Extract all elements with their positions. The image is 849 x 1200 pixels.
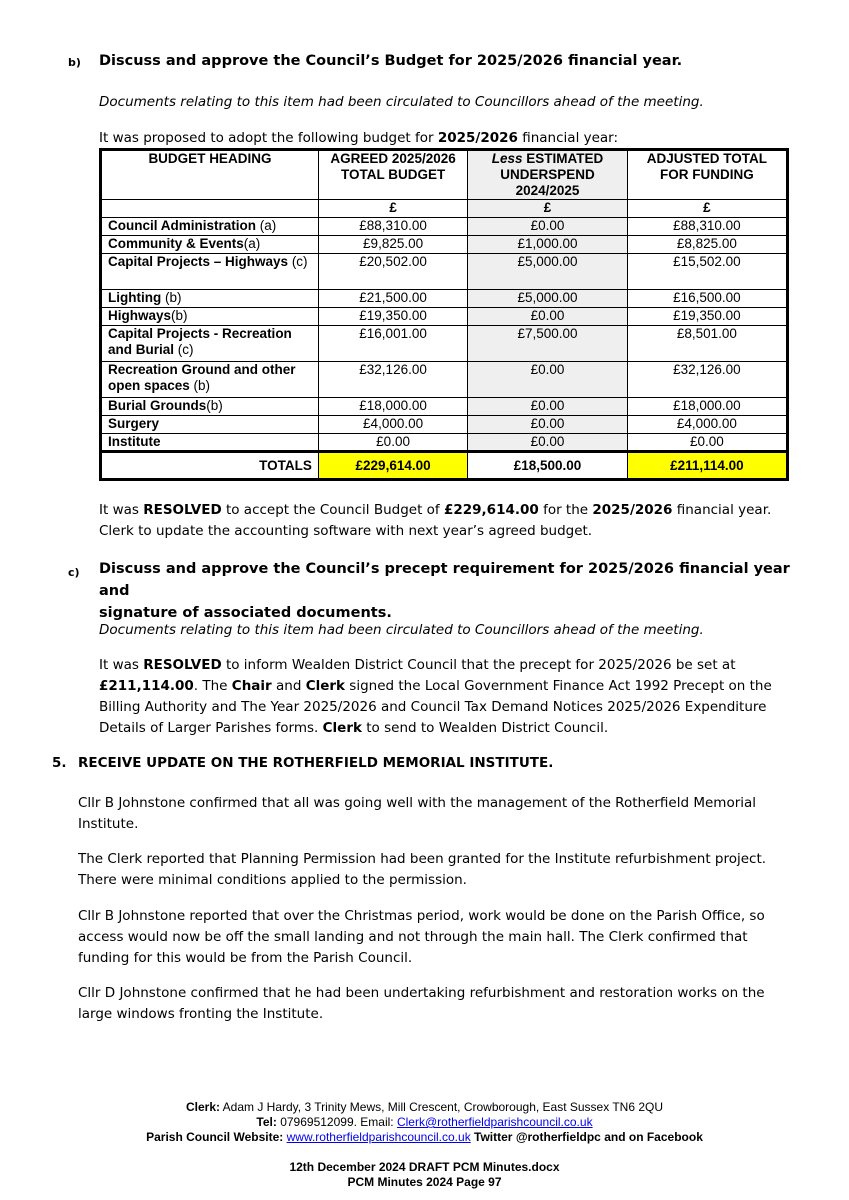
- currency-row: [101, 200, 788, 218]
- proposal-suffix: financial year:: [517, 130, 619, 146]
- row-label-note: (b): [189, 378, 211, 393]
- section5-paragraph-1: Cllr B Johnstone confirmed that all was going well with the management of the Rotherfield Memorial Institute.: [78, 795, 757, 832]
- header-underspend-less: Less: [491, 151, 523, 166]
- row-agreed: £9,825.00: [318, 236, 467, 254]
- footer-tel-text: 07969512099. Email:: [276, 1115, 397, 1129]
- budget-table-header-row: [101, 150, 788, 200]
- budget-year: 2025/2026: [592, 502, 673, 518]
- totals-agreed: £229,614.00: [318, 452, 467, 480]
- row-agreed: £20,502.00: [318, 254, 467, 290]
- footer-email-link[interactable]: Clerk@rotherfieldparishcouncil.co.uk: [396, 1115, 593, 1129]
- row-agreed: £21,500.00: [318, 290, 467, 308]
- header-budget-heading: BUDGET HEADING: [101, 150, 319, 200]
- row-underspend: £0.00: [468, 416, 627, 434]
- text: to send to Wealden District Council.: [361, 720, 609, 736]
- totals-adjusted: £211,114.00: [627, 452, 787, 480]
- totals-underspend: £18,500.00: [468, 452, 627, 480]
- row-adjusted: £4,000.00: [627, 416, 787, 434]
- item-b-resolution: [99, 500, 793, 542]
- text: to inform Wealden District Council that the precept for 2025/2026 be set at: [221, 657, 736, 673]
- totals-label: TOTALS: [101, 452, 319, 480]
- row-label: [101, 326, 319, 362]
- clerk-word: Clerk: [305, 678, 346, 694]
- row-label-note: (b): [161, 290, 182, 305]
- item-b-marker: b): [68, 56, 81, 69]
- row-underspend: £0.00: [468, 308, 627, 326]
- text: signed the Local Government Finance Act 1992 Precept on the Billing Authority and The Year 2025/2026 and Council Tax Demand Notices 2025/2026 Expenditure Details of Larger Parishes forms.: [99, 678, 772, 736]
- footer-doc-name: 12th December 2024 DRAFT PCM Minutes.docx: [289, 1160, 560, 1174]
- row-label-note: (c): [288, 254, 308, 269]
- clerk-word: Clerk: [322, 720, 362, 736]
- item-c-heading-line2: signature of associated documents.: [99, 605, 392, 621]
- row-label-note: (c): [174, 342, 194, 357]
- row-label-bold: Community & Events: [108, 236, 244, 251]
- currency-blank: [101, 200, 319, 218]
- text: . The: [193, 678, 232, 694]
- text: It was: [99, 657, 144, 673]
- row-adjusted: £8,825.00: [627, 236, 787, 254]
- footer-website-link[interactable]: www.rotherfieldparishcouncil.co.uk: [286, 1130, 471, 1144]
- row-label-bold: Council Administration: [108, 218, 256, 233]
- row-underspend: £0.00: [468, 362, 627, 398]
- row-label-bold: Burial Grounds: [108, 398, 207, 413]
- row-label: [101, 236, 319, 254]
- row-label: [101, 362, 319, 398]
- table-row: [101, 326, 788, 362]
- table-row: [101, 218, 788, 236]
- row-agreed: £4,000.00: [318, 416, 467, 434]
- item-c-resolution: [99, 655, 793, 739]
- row-adjusted: £8,501.00: [627, 326, 787, 362]
- row-underspend: £0.00: [468, 434, 627, 452]
- row-adjusted: £0.00: [627, 434, 787, 452]
- chair-word: Chair: [231, 678, 272, 694]
- totals-row: [101, 452, 788, 480]
- section5-paragraph-3: Cllr B Johnstone reported that over the Christmas period, work would be done on the Parish Office, so access would now be off the small landing and not through the main hall. The Clerk confirmed that funding for this would be from the Parish Council.: [78, 908, 765, 966]
- row-label: [101, 308, 319, 326]
- row-adjusted: £18,000.00: [627, 398, 787, 416]
- footer-clerk-address: Adam J Hardy, 3 Trinity Mews, Mill Crescent, Crowborough, East Sussex TN6 2QU: [219, 1100, 664, 1114]
- table-row: [101, 308, 788, 326]
- row-label-bold: Surgery: [108, 416, 160, 431]
- text: and: [271, 678, 306, 694]
- table-row: [101, 362, 788, 398]
- budget-table: [99, 148, 789, 481]
- row-adjusted: £15,502.00: [627, 254, 787, 290]
- row-label: [101, 416, 319, 434]
- footer-tel-line: [0, 1115, 849, 1130]
- text: It was: [99, 502, 144, 518]
- row-underspend: £7,500.00: [468, 326, 627, 362]
- row-label: [101, 218, 319, 236]
- row-label-bold: Lighting: [108, 290, 162, 305]
- footer-website-label: Parish Council Website:: [146, 1130, 284, 1144]
- currency-underspend: £: [468, 200, 627, 218]
- resolved-word: RESOLVED: [143, 502, 222, 518]
- row-label-bold: Institute: [108, 434, 161, 449]
- row-agreed: £19,350.00: [318, 308, 467, 326]
- row-label-bold: Highways: [108, 308, 172, 323]
- item-b-proposal: [99, 128, 618, 149]
- section5-title: RECEIVE UPDATE ON THE ROTHERFIELD MEMORIAL INSTITUTE.: [78, 755, 554, 771]
- section5-paragraph-4: Cllr D Johnstone confirmed that he had been undertaking refurbishment and restoration works on the large windows fronting the Institute.: [78, 985, 765, 1022]
- row-label: [101, 434, 319, 452]
- row-label: [101, 290, 319, 308]
- item-b-heading: Discuss and approve the Council’s Budget for 2025/2026 financial year.: [99, 53, 683, 69]
- footer-contact: [0, 1100, 849, 1145]
- precept-amount: £211,114.00: [99, 678, 194, 694]
- footer-page-label: PCM Minutes 2024 Page 97: [347, 1175, 502, 1189]
- row-agreed: £32,126.00: [318, 362, 467, 398]
- row-label: [101, 254, 319, 290]
- currency-adjusted: £: [627, 200, 787, 218]
- item-b-docs-note: Documents relating to this item had been circulated to Councillors ahead of the meeting.: [99, 94, 704, 110]
- section5-paragraph-2: The Clerk reported that Planning Permission had been granted for the Institute refurbishment project. There were minimal conditions applied to the permission.: [78, 851, 767, 888]
- row-label-note: (a): [243, 236, 261, 251]
- row-agreed: £18,000.00: [318, 398, 467, 416]
- row-label-note: (b): [171, 308, 188, 323]
- text: financial year. Clerk to update the accounting software with next year’s agreed budget.: [99, 502, 772, 539]
- row-adjusted: £16,500.00: [627, 290, 787, 308]
- item-c-heading: [99, 558, 819, 624]
- item-c-heading-line1: Discuss and approve the Council’s precept requirement for 2025/2026 financial year and: [99, 561, 790, 599]
- row-label-bold: Capital Projects - Recreation and Burial: [108, 326, 292, 357]
- proposal-prefix: It was proposed to adopt the following budget for: [99, 130, 438, 146]
- row-underspend: £5,000.00: [468, 290, 627, 308]
- row-underspend: £5,000.00: [468, 254, 627, 290]
- row-agreed: £0.00: [318, 434, 467, 452]
- row-adjusted: £32,126.00: [627, 362, 787, 398]
- footer-doc-info: [0, 1160, 849, 1190]
- row-underspend: £0.00: [468, 398, 627, 416]
- resolved-word: RESOLVED: [143, 657, 222, 673]
- table-row: [101, 290, 788, 308]
- table-row: [101, 416, 788, 434]
- table-row: [101, 254, 788, 290]
- item-c-marker: c): [68, 566, 80, 579]
- row-label-note: (b): [206, 398, 223, 413]
- footer-clerk-line: [0, 1100, 849, 1115]
- row-agreed: £88,310.00: [318, 218, 467, 236]
- row-label-note: (a): [256, 218, 277, 233]
- row-agreed: £16,001.00: [318, 326, 467, 362]
- table-row: [101, 236, 788, 254]
- row-underspend: £0.00: [468, 218, 627, 236]
- row-underspend: £1,000.00: [468, 236, 627, 254]
- currency-agreed: £: [318, 200, 467, 218]
- text: to accept the Council Budget of: [221, 502, 444, 518]
- footer-website-line: [0, 1130, 849, 1145]
- row-adjusted: £19,350.00: [627, 308, 787, 326]
- proposal-year: 2025/2026: [437, 130, 518, 146]
- item-c-docs-note: Documents relating to this item had been circulated to Councillors ahead of the meeting.: [99, 622, 704, 638]
- footer-clerk-label: Clerk:: [185, 1100, 220, 1114]
- footer-social: Twitter @rotherfieldpc and on Facebook: [470, 1130, 703, 1144]
- footer-tel-label: Tel:: [256, 1115, 277, 1129]
- budget-amount: £229,614.00: [443, 502, 539, 518]
- header-agreed: AGREED 2025/2026 TOTAL BUDGET: [318, 150, 467, 200]
- header-underspend-rest: ESTIMATED UNDERSPEND 2024/2025: [500, 151, 604, 198]
- row-label-bold: Recreation Ground and other open spaces: [108, 362, 296, 393]
- row-label-bold: Capital Projects – Highways: [108, 254, 289, 269]
- table-row: [101, 434, 788, 452]
- section5-number: 5.: [52, 755, 67, 771]
- header-adjusted: ADJUSTED TOTAL FOR FUNDING: [627, 150, 787, 200]
- header-underspend: [468, 150, 627, 200]
- row-label: [101, 398, 319, 416]
- row-adjusted: £88,310.00: [627, 218, 787, 236]
- text: for the: [538, 502, 593, 518]
- table-row: [101, 398, 788, 416]
